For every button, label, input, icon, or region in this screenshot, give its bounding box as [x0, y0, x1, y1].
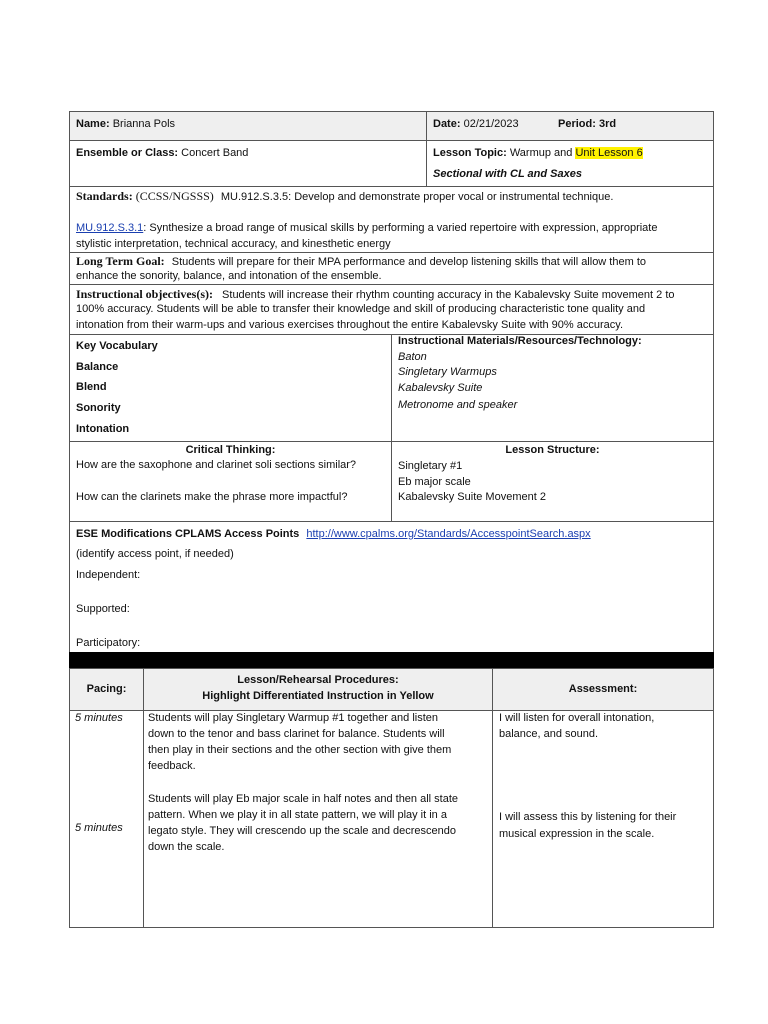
black-divider	[69, 652, 714, 669]
vocab-heading: Key Vocabulary	[76, 340, 158, 352]
objectives-text1: Students will increase their rhythm counting accuracy in the Kabalevsky Suite movement 2 to	[222, 289, 675, 301]
assessment-line: I will assess this by listening for their	[499, 811, 677, 823]
procedure-line: Students will play Singletary Warmup #1 together and listen	[148, 712, 439, 724]
date-label: Date:	[433, 118, 461, 130]
ensemble-label: Ensemble or Class:	[76, 147, 179, 159]
materials-item: Baton	[398, 351, 427, 363]
procedure-line: then play in their sections and the other section with give them	[148, 744, 452, 756]
materials-item: Kabalevsky Suite	[398, 382, 483, 394]
pacing-header: Pacing:	[86, 683, 127, 695]
procedure-line: down the scale.	[148, 841, 225, 853]
assessment-line: balance, and sound.	[499, 728, 599, 740]
pace-value: 5 minutes	[75, 822, 123, 834]
name-field	[76, 118, 175, 130]
long-term-text2: enhance the sonority, balance, and intonation of the ensemble.	[76, 270, 382, 282]
critical-question: How can the clarinets make the phrase more impactful?	[76, 491, 348, 503]
ese-note: (identify access point, if needed)	[76, 548, 234, 560]
period-field	[558, 118, 616, 130]
standards-line2	[76, 222, 657, 234]
topic-label: Lesson Topic:	[433, 147, 507, 159]
standards-label: Standards:	[76, 189, 133, 203]
date-value: 02/21/2023	[463, 118, 519, 130]
topic-highlight: Unit Lesson 6	[575, 147, 643, 159]
assessment-line: musical expression in the scale.	[499, 828, 655, 840]
ese-label: ESE Modifications CPLAMS Access Points	[76, 528, 300, 540]
cpalms-link[interactable]: http://www.cpalms.org/Standards/AccesspointSearch.aspx	[306, 528, 591, 540]
procedures-subheader: Highlight Differentiated Instruction in Yellow	[202, 690, 434, 702]
standards-text3: stylistic interpretation, technical accuracy, and kinesthetic energy	[76, 238, 391, 250]
critical-heading: Critical Thinking:	[185, 444, 276, 456]
vocab-item: Balance	[76, 361, 119, 373]
materials-item: Singletary Warmups	[398, 366, 497, 378]
ese-participatory: Participatory:	[76, 637, 141, 649]
ese-supported: Supported:	[76, 603, 130, 615]
topic-subtitle: Sectional with CL and Saxes	[433, 168, 582, 180]
vocab-item: Sonority	[76, 402, 121, 414]
materials-item: Metronome and speaker	[398, 399, 518, 411]
date-field	[433, 118, 519, 130]
standards-paren: (CCSS/NGSSS)	[135, 189, 214, 203]
standards-text1: MU.912.S.3.5: Develop and demonstrate proper vocal or instrumental technique.	[220, 191, 614, 203]
period-value: 3rd	[598, 118, 617, 130]
procedure-line: legato style. They will crescendo up the scale and decrescendo	[148, 825, 456, 837]
standards-text2: : Synthesize a broad range of musical skills by performing a varied repertoire with expression, appropriate	[143, 222, 658, 234]
procedures-header: Lesson/Rehearsal Procedures:	[237, 674, 399, 686]
long-term-label: Long Term Goal:	[76, 254, 165, 268]
structure-heading: Lesson Structure:	[505, 444, 600, 456]
vocab-item: Blend	[76, 381, 107, 393]
topic-value: Warmup and	[509, 147, 573, 159]
name-label: Name:	[76, 118, 110, 130]
assessment-header: Assessment:	[568, 683, 638, 695]
name-value: Brianna Pols	[112, 118, 176, 130]
long-term-line1	[76, 254, 646, 269]
procedure-line: Students will play Eb major scale in half notes and then all state	[148, 793, 459, 805]
long-term-text1: Students will prepare for their MPA performance and develop listening skills that will allow them to	[171, 256, 646, 268]
materials-heading: Instructional Materials/Resources/Technology:	[398, 335, 642, 347]
ensemble-value: Concert Band	[181, 147, 249, 159]
topic-field	[433, 147, 643, 159]
structure-item: Kabalevsky Suite Movement 2	[398, 491, 546, 503]
pacing-cell	[69, 710, 144, 928]
ese-line	[76, 528, 591, 540]
standards-link[interactable]: MU.912.S.3.1	[76, 222, 144, 234]
vocab-item: Intonation	[76, 423, 130, 435]
objectives-text3: intonation from their warm-ups and various exercises throughout the entire Kabalevsky Suite with 90% accuracy.	[76, 319, 624, 331]
structure-item: Singletary #1	[398, 460, 463, 472]
objectives-label: Instructional objectives(s):	[76, 287, 213, 301]
objectives-text2: 100% accuracy. Students will be able to transfer their knowledge and skill of producing characteristic tone quality and	[76, 303, 646, 315]
ese-independent: Independent:	[76, 569, 141, 581]
assessment-line: I will listen for overall intonation,	[499, 712, 655, 724]
pace-value: 5 minutes	[75, 712, 123, 724]
procedure-line: down to the tenor and bass clarinet for balance. Students will	[148, 728, 445, 740]
period-label: Period:	[558, 118, 596, 130]
procedure-line: feedback.	[148, 760, 196, 772]
standards-line1	[76, 189, 613, 204]
ese-cell	[69, 521, 714, 653]
objectives-line1	[76, 287, 675, 302]
ensemble-field	[76, 147, 248, 159]
critical-question: How are the saxophone and clarinet soli sections similar?	[76, 459, 357, 471]
procedure-line: pattern. When we play it in all state pattern, we will play it in a	[148, 809, 447, 821]
structure-item: Eb major scale	[398, 476, 471, 488]
